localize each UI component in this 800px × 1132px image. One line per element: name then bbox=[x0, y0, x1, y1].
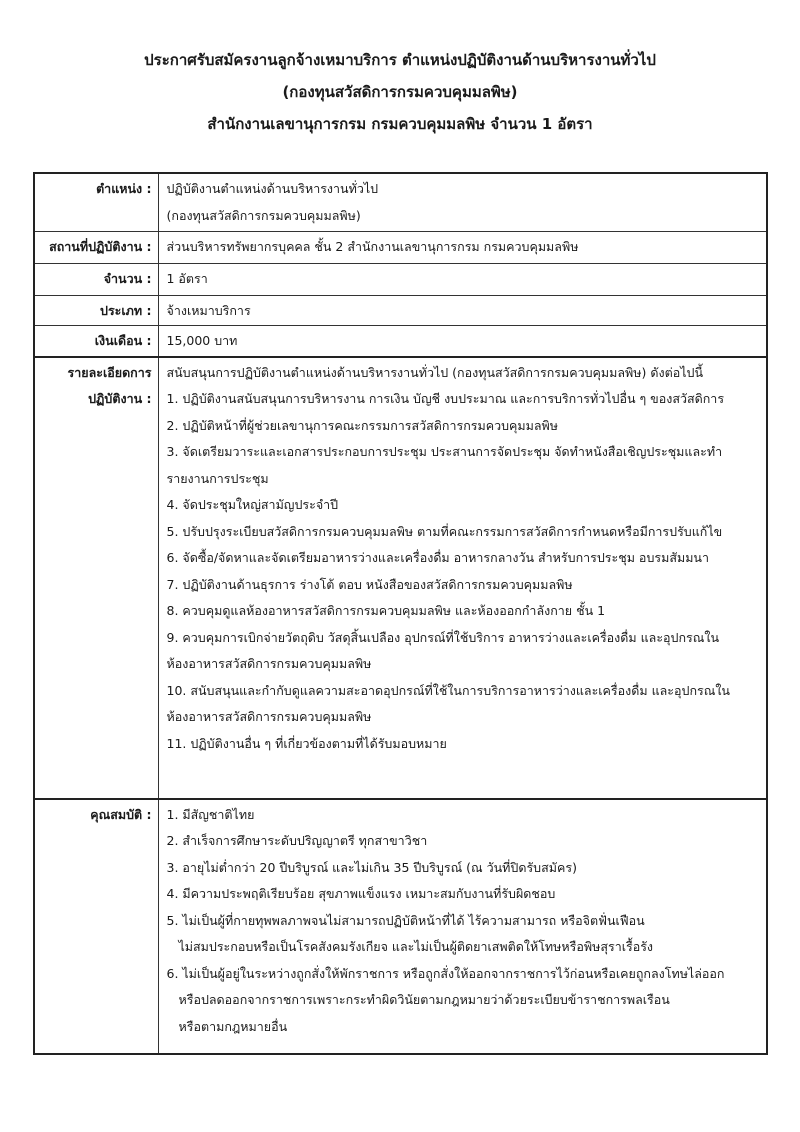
count-value: 1 อัตรา bbox=[158, 263, 767, 295]
row-type bbox=[34, 295, 767, 326]
duty-item: 4. จัดประชุมใหญ่สามัญประจำปี bbox=[166, 497, 339, 512]
position-value: ปฏิบัติงานตำแหน่งด้านบริหารงานทั่วไป (กองทุนสวัสดิการกรมควบคุมมลพิษ) bbox=[158, 173, 767, 231]
salary-value: 15,000 บาท bbox=[158, 326, 767, 357]
row-workplace bbox=[34, 231, 767, 263]
duty-item: 8. ควบคุมดูแลห้องอาหารสวัสดิการกรมควบคุมมลพิษ และห้องออกกำลังกาย ชั้น 1 bbox=[166, 603, 606, 618]
qualification-item: 2. สำเร็จการศึกษาระดับปริญญาตรี ทุกสาขาวิชา bbox=[166, 833, 428, 848]
type-value: จ้างเหมาบริการ bbox=[158, 295, 767, 326]
count-label: จำนวน : bbox=[34, 263, 158, 295]
duties-list bbox=[158, 357, 767, 799]
announcement-subtitle-fund: (กองทุนสวัสดิการกรมควบคุมมลพิษ) bbox=[282, 83, 518, 101]
row-count bbox=[34, 263, 767, 295]
qualifications-list bbox=[158, 799, 767, 1054]
duty-item: 11. ปฏิบัติงานอื่น ๆ ที่เกี่ยวข้องตามที่ได้รับมอบหมาย bbox=[166, 735, 447, 751]
type-label: ประเภท : bbox=[34, 295, 158, 326]
duty-item-continuation: รายงานการประชุม bbox=[166, 470, 269, 486]
duty-item: 9. ควบคุมการเบิกจ่ายวัตถุดิบ วัสดุสิ้นเปลือง อุปกรณ์ที่ใช้บริการ อาหารว่างและเครื่องดื่ม และอุปกรณใน bbox=[166, 629, 720, 645]
duties-intro: สนับสนุนการปฏิบัติงานตำแหน่งด้านบริหารงานทั่วไป (กองทุนสวัสดิการกรมควบคุมมลพิษ) ดังต่อไปนี้ bbox=[166, 364, 703, 380]
duty-item: 3. จัดเตรียมวาระและเอกสารประกอบการประชุม ประสานการจัดประชุม จัดทำหนังสือเชิญประชุมและทำ bbox=[166, 444, 723, 459]
qualification-item-continuation: หรือตามกฎหมายอื่น bbox=[178, 1018, 288, 1034]
job-details-table bbox=[33, 172, 768, 1055]
announcement-title: ประกาศรับสมัครงานลูกจ้างเหมาบริการ ตำแหน่งปฏิบัติงานด้านบริหารงานทั่วไป bbox=[144, 51, 656, 69]
workplace-label: สถานที่ปฏิบัติงาน : bbox=[34, 231, 158, 263]
salary-label: เงินเดือน : bbox=[34, 326, 158, 357]
qualification-item-continuation: ไม่สมประกอบหรือเป็นโรคสังคมรังเกียจ และไม่เป็นผู้ติดยาเสพติดให้โทษหรือพิษสุราเรื้อรัง bbox=[178, 939, 654, 954]
duties-label: รายละเอียดการ ปฏิบัติงาน : bbox=[34, 357, 158, 799]
qualification-item: 4. มีความประพฤติเรียบร้อย สุขภาพแข็งแรง เหมาะสมกับงานที่รับผิดชอบ bbox=[166, 886, 556, 901]
row-salary bbox=[34, 326, 767, 357]
row-position bbox=[34, 173, 767, 231]
duty-item: 6. จัดซื้อ/จัดหาและจัดเตรียมอาหารว่างและเครื่องดื่ม อาหารกลางวัน สำหรับการประชุม อบรมสัมมนา bbox=[166, 550, 709, 565]
duty-item: 1. ปฏิบัติงานสนับสนุนการบริหารงาน การเงิน บัญชี งบประมาณ และการบริการทั่วไปอื่น ๆ ของสวัสดิการ bbox=[166, 391, 725, 406]
duty-item-continuation: ห้องอาหารสวัสดิการกรมควบคุมมลพิษ bbox=[166, 709, 372, 724]
duty-item-continuation: ห้องอาหารสวัสดิการกรมควบคุมมลพิษ bbox=[166, 656, 372, 671]
workplace-value: ส่วนบริหารทรัพยากรบุคคล ชั้น 2 สำนักงานเลขานุการกรม กรมควบคุมมลพิษ bbox=[158, 231, 767, 263]
qualifications-label: คุณสมบัติ : bbox=[34, 799, 158, 1054]
announcement-subtitle-office: สำนักงานเลขานุการกรม กรมควบคุมมลพิษ จำนวน 1 อัตรา bbox=[207, 115, 593, 133]
announcement-header bbox=[0, 44, 800, 140]
duty-item: 10. สนับสนุนและกำกับดูแลความสะอาดอุปกรณ์ที่ใช้ในการบริการอาหารว่างและเครื่องดื่ม และอุปกรณใน bbox=[166, 682, 730, 698]
duty-item: 5. ปรับปรุงระเบียบสวัสดิการกรมควบคุมมลพิษ ตามที่คณะกรรมการสวัสดิการกำหนดหรือมีการปรับแก้ไข bbox=[166, 523, 723, 539]
qualification-item: 1. มีสัญชาติไทย bbox=[166, 806, 255, 822]
qualification-item-continuation: หรือปลดออกจากราชการเพราะกระทำผิดวินัยตามกฎหมายว่าด้วยระเบียบข้าราชการพลเรือน bbox=[178, 992, 670, 1007]
qualification-item: 5. ไม่เป็นผู้ที่กายทุพพลภาพจนไม่สามารถปฏิบัติหน้าที่ได้ ไร้ความสามารถ หรือจิตฟั่นเฟือน bbox=[166, 912, 645, 928]
row-qualifications bbox=[34, 799, 767, 1054]
position-label: ตำแหน่ง : bbox=[34, 173, 158, 231]
duty-item: 7. ปฏิบัติงานด้านธุรการ ร่างโต้ ตอบ หนังสือของสวัสดิการกรมควบคุมมลพิษ bbox=[166, 576, 573, 592]
qualification-item: 6. ไม่เป็นผู้อยู่ในระหว่างถูกสั่งให้พักราชการ หรือถูกสั่งให้ออกจากราชการไว้ก่อนหรือเคยถูกลงโทษไล่ออก bbox=[166, 965, 725, 981]
qualification-item: 3. อายุไม่ต่ำกว่า 20 ปีบริบูรณ์ และไม่เกิน 35 ปีบริบูรณ์ (ณ วันที่ปิดรับสมัคร) bbox=[166, 859, 577, 875]
row-duties bbox=[34, 357, 767, 799]
duty-item: 2. ปฏิบัติหน้าที่ผู้ช่วยเลขานุการคณะกรรมการสวัสดิการกรมควบคุมมลพิษ bbox=[166, 417, 559, 433]
